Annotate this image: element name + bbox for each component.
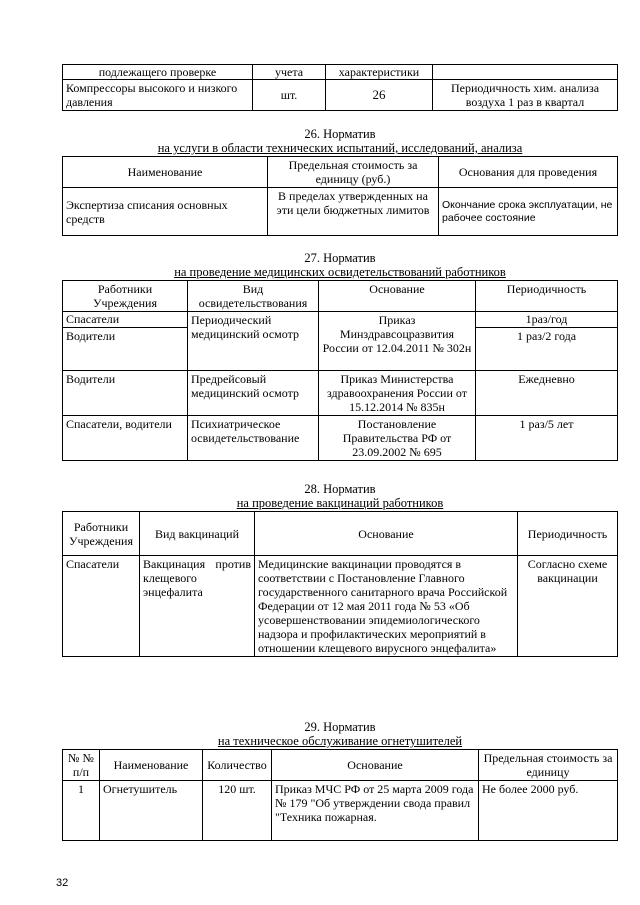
section-subtitle: на техническое обслуживание огнетушителей <box>217 734 463 748</box>
table-cell: 1 раз/5 лет <box>476 416 618 461</box>
table-25-tail <box>62 64 618 111</box>
table-row <box>63 512 618 556</box>
table-header-cell: Периодичность <box>476 281 618 312</box>
table-header-cell: Основание <box>255 512 518 556</box>
section-subtitle: на проведение медицинских освидетельствований работников <box>174 265 506 279</box>
table-cell: 1 <box>63 781 100 841</box>
table-cell: Медицинские вакцинации проводятся в соответствии с Постановление Главного государственного санитарного врача Российской Федерации от 12 мая 2011 года № 53 «Об усовершенствовании эпидемиологического надзора и профилактических мероприятий в отношении клещевого вирусного энцефалита» <box>255 556 518 657</box>
table-cell: шт. <box>253 80 326 111</box>
table-cell: Постановление Правительства РФ от 23.09.2002 № 695 <box>319 416 476 461</box>
table-cell: Огнетушитель <box>100 781 203 841</box>
table-26 <box>62 156 618 236</box>
table-row <box>63 556 618 657</box>
table-header-cell: № № п/п <box>63 750 100 781</box>
table-row <box>63 416 618 461</box>
section-27-heading <box>60 251 620 279</box>
table-header-cell: Наименование <box>63 157 268 188</box>
table-cell: Компрессоры высокого и низкого давления <box>63 80 253 111</box>
table-cell: Не более 2000 руб. <box>479 781 618 841</box>
table-cell: учета <box>253 65 326 80</box>
table-cell: Психиатрическое освидетельствование <box>188 416 319 461</box>
table-row <box>63 371 618 416</box>
table-cell: 26 <box>326 80 433 111</box>
table-row <box>63 781 618 841</box>
table-cell: В пределах утвержденных на эти цели бюджетных лимитов <box>268 188 439 236</box>
table-cell: Приказ Министерства здравоохранения России от 15.12.2014 № 835н <box>319 371 476 416</box>
table-cell: Предрейсовый медицинский осмотр <box>188 371 319 416</box>
table-cell: Окончание срока эксплуатации, не рабочее состояние <box>439 188 618 236</box>
table-cell: Периодичность хим. анализа воздуха 1 раз в квартал <box>433 80 618 111</box>
table-cell: характеристики <box>326 65 433 80</box>
section-title: 29. Норматив <box>304 720 376 734</box>
table-cell: 1 раз/2 года <box>476 328 618 371</box>
table-cell: Спасатели <box>63 312 188 328</box>
section-29-heading <box>60 720 620 748</box>
section-28-heading <box>60 482 620 510</box>
table-cell: Приказ МЧС РФ от 25 марта 2009 года № 179 "Об утверждении свода правил "Техника пожарная. <box>272 781 479 841</box>
table-header-cell: Предельная стоимость за единицу (руб.) <box>268 157 439 188</box>
table-cell: Экспертиза списания основных средств <box>63 188 268 236</box>
table-cell: Вакцинация против клещевого энцефалита <box>140 556 255 657</box>
table-cell: Водители <box>63 371 188 416</box>
table-cell: Ежедневно <box>476 371 618 416</box>
table-header-cell: Количество <box>203 750 272 781</box>
table-cell: 120 шт. <box>203 781 272 841</box>
section-26-heading <box>60 127 620 155</box>
table-cell: Приказ Минздравсоцразвития России от 12.04.2011 № 302н <box>319 312 476 371</box>
section-title: 28. Норматив <box>304 482 376 496</box>
table-cell: подлежащего проверке <box>63 65 253 80</box>
table-header-cell: Наименование <box>100 750 203 781</box>
table-row <box>63 312 618 328</box>
section-title: 27. Норматив <box>304 251 376 265</box>
table-cell: Периодический медицинский осмотр <box>188 312 319 371</box>
page-number: 32 <box>56 877 69 889</box>
table-cell: Спасатели <box>63 556 140 657</box>
section-title: 26. Норматив <box>304 127 376 141</box>
table-27 <box>62 280 618 461</box>
table-header-cell: Вид вакцинаций <box>140 512 255 556</box>
table-row <box>63 80 618 111</box>
section-subtitle: на услуги в области технических испытаний, исследований, анализа <box>157 141 523 155</box>
table-row <box>63 281 618 312</box>
table-header-cell: Основание <box>319 281 476 312</box>
table-row <box>63 65 618 80</box>
table-28 <box>62 511 618 657</box>
table-cell <box>433 65 618 80</box>
table-cell: Водители <box>63 328 188 371</box>
table-header-cell: Работники Учреждения <box>63 512 140 556</box>
table-cell: 1раз/год <box>476 312 618 328</box>
table-header-cell: Предельная стоимость за единицу <box>479 750 618 781</box>
table-header-cell: Вид освидетельствования <box>188 281 319 312</box>
table-header-cell: Основания для проведения <box>439 157 618 188</box>
table-row <box>63 157 618 188</box>
table-header-cell: Периодичность <box>518 512 618 556</box>
table-row <box>63 188 618 236</box>
table-header-cell: Основание <box>272 750 479 781</box>
table-cell: Спасатели, водители <box>63 416 188 461</box>
table-header-cell: Работники Учреждения <box>63 281 188 312</box>
section-subtitle: на проведение вакцинаций работников <box>236 496 444 510</box>
table-row <box>63 750 618 781</box>
table-29 <box>62 749 618 841</box>
table-cell: Согласно схеме вакцинации <box>518 556 618 657</box>
